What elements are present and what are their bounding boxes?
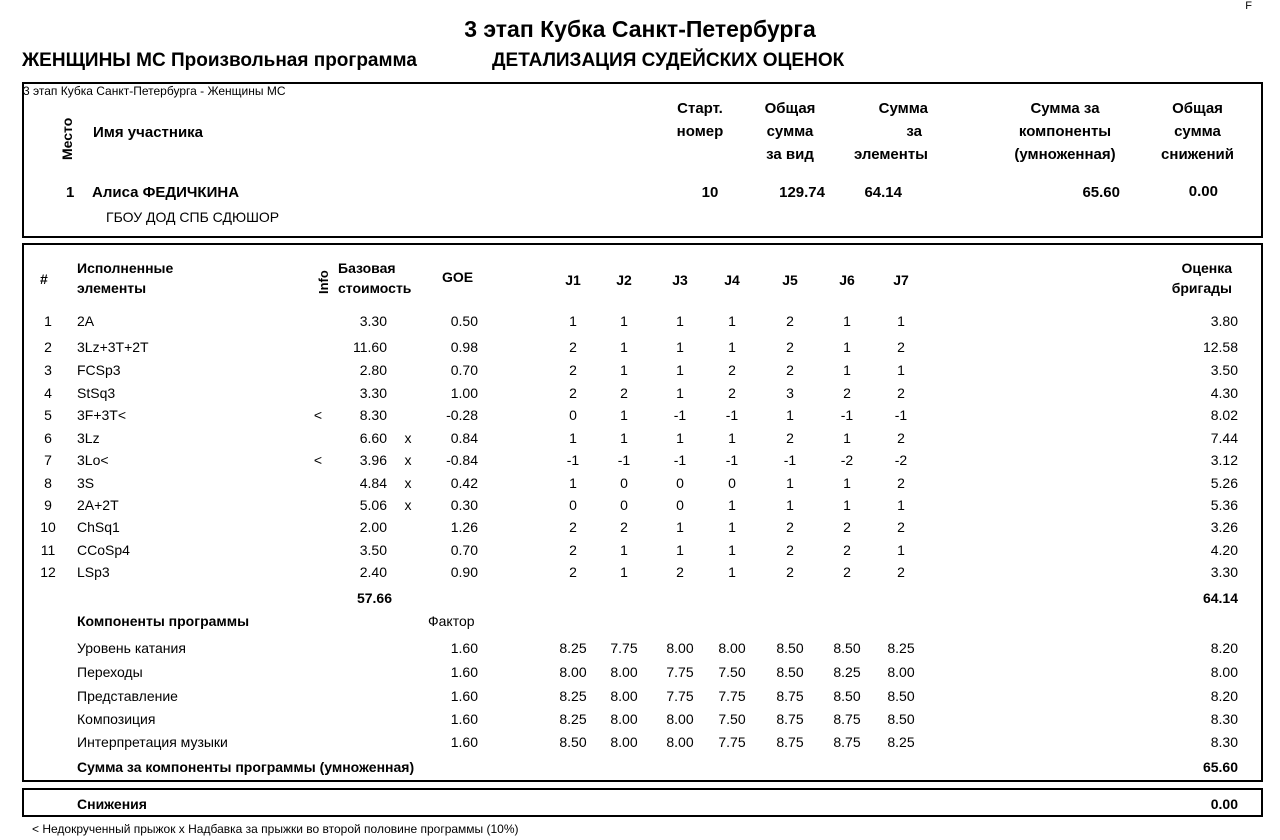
element-row-num: 9 <box>44 497 52 513</box>
element-judge-score: 2 <box>897 430 905 446</box>
element-row-num: 10 <box>40 519 56 535</box>
element-judge-score: 2 <box>843 519 851 535</box>
element-row-num: 11 <box>40 542 56 558</box>
element-panel-score: 3.26 <box>1210 519 1238 535</box>
element-judge-score: 3 <box>786 385 794 401</box>
element-judge-score: 1 <box>897 362 905 378</box>
skater-total: 129.74 <box>779 184 825 201</box>
component-factor: 1.60 <box>450 734 478 750</box>
component-panel-score: 8.30 <box>1210 711 1238 727</box>
component-panel-score: 8.00 <box>1210 664 1238 680</box>
element-judge-score: 1 <box>620 564 628 580</box>
deductions-header: Общая сумма снижений <box>1161 100 1234 163</box>
element-base-value: 11.60 <box>353 339 387 355</box>
info-header: Info <box>316 270 331 294</box>
element-row-num: 12 <box>40 564 56 580</box>
element-judge-score: 0 <box>620 475 628 491</box>
event-label: 3 этап Кубка Санкт-Петербурга - Женщины МС <box>23 84 286 98</box>
element-judge-score: 1 <box>620 313 628 329</box>
total-header: Общая сумма за вид <box>764 100 816 163</box>
component-factor: 1.60 <box>450 711 478 727</box>
element-info: < <box>313 407 323 423</box>
component-judge-score: 8.00 <box>718 640 746 656</box>
element-judge-score: 2 <box>897 475 905 491</box>
component-factor: 1.60 <box>450 688 478 704</box>
component-judge-score: 8.25 <box>833 664 861 680</box>
element-bonus-mark: x <box>404 475 412 491</box>
element-panel-score: 4.30 <box>1210 385 1238 401</box>
element-name: 2A+2T <box>77 497 119 513</box>
component-judge-score: 8.25 <box>559 711 587 727</box>
footnote: < Недокрученный прыжок x Надбавка за прыжки во второй половине программы (10%) <box>32 822 519 836</box>
element-judge-score: -1 <box>725 452 739 468</box>
component-judge-score: 8.00 <box>610 711 638 727</box>
page-title: 3 этап Кубка Санкт-Петербурга <box>464 16 816 42</box>
element-goe: 0.84 <box>450 430 478 446</box>
element-judge-score: 1 <box>897 542 905 558</box>
element-judge-score: 2 <box>569 564 577 580</box>
element-row-num: 5 <box>44 407 52 423</box>
component-judge-score: 8.50 <box>559 734 587 750</box>
component-judge-score: 8.00 <box>666 711 694 727</box>
judge-header-3: J3 <box>672 272 688 288</box>
component-panel-score: 8.20 <box>1210 688 1238 704</box>
element-judge-score: 1 <box>728 542 736 558</box>
component-factor: 1.60 <box>450 640 478 656</box>
deductions-value: 0.00 <box>1210 796 1238 812</box>
element-judge-score: 2 <box>569 542 577 558</box>
element-judge-score: 1 <box>569 313 577 329</box>
element-goe: -0.84 <box>446 452 478 468</box>
element-goe: -0.28 <box>446 407 478 423</box>
element-name: StSq3 <box>77 385 116 401</box>
component-judge-score: 7.75 <box>666 664 694 680</box>
component-judge-score: 8.50 <box>776 664 804 680</box>
element-judge-score: 2 <box>897 564 905 580</box>
element-judge-score: 2 <box>786 542 794 558</box>
element-judge-score: 1 <box>786 407 794 423</box>
element-base-value: 4.84 <box>359 475 387 491</box>
components-total-label: Сумма за компоненты программы (умноженная) <box>77 759 415 775</box>
element-panel-score: 5.26 <box>1210 475 1238 491</box>
element-judge-score: 2 <box>728 385 736 401</box>
element-panel-score: 5.36 <box>1210 497 1238 513</box>
element-judge-score: 1 <box>569 475 577 491</box>
component-judge-score: 7.75 <box>610 640 638 656</box>
element-judge-score: -2 <box>840 452 854 468</box>
element-row-num: 1 <box>44 313 52 329</box>
component-judge-score: 8.25 <box>559 688 587 704</box>
element-goe: 0.42 <box>450 475 478 491</box>
component-name: Представление <box>77 688 178 704</box>
component-judge-score: 7.50 <box>718 664 746 680</box>
base-value-total: 57.66 <box>356 590 392 606</box>
element-judge-score: 1 <box>786 497 794 513</box>
element-base-value: 8.30 <box>359 407 387 423</box>
element-goe: 0.70 <box>450 362 478 378</box>
skater-components-sum: 65.60 <box>1082 184 1120 201</box>
skater-name: Алиса ФЕДИЧКИНА <box>92 184 240 201</box>
element-judge-score: 1 <box>843 362 851 378</box>
element-judge-score: 1 <box>676 362 684 378</box>
element-goe: 0.70 <box>450 542 478 558</box>
element-judge-score: 2 <box>676 564 684 580</box>
page-code: F <box>1245 0 1252 12</box>
element-goe: 0.98 <box>450 339 478 355</box>
element-judge-score: -2 <box>894 452 908 468</box>
element-base-value: 2.00 <box>359 519 387 535</box>
element-judge-score: 2 <box>728 362 736 378</box>
component-name: Интерпретация музыки <box>77 734 228 750</box>
element-judge-score: 2 <box>786 339 794 355</box>
element-row-num: 6 <box>44 430 52 446</box>
element-panel-score: 3.12 <box>1210 452 1238 468</box>
element-name: FCSp3 <box>77 362 121 378</box>
element-row-num: 8 <box>44 475 52 491</box>
component-judge-score: 8.00 <box>610 664 638 680</box>
element-judge-score: 1 <box>728 564 736 580</box>
deductions-box <box>22 788 1263 817</box>
element-judge-score: 2 <box>843 542 851 558</box>
component-name: Переходы <box>77 664 143 680</box>
component-judge-score: 7.75 <box>666 688 694 704</box>
num-header: # <box>40 271 48 287</box>
element-judge-score: 1 <box>676 519 684 535</box>
element-judge-score: 1 <box>728 497 736 513</box>
component-judge-score: 7.75 <box>718 688 746 704</box>
name-header: Имя участника <box>93 124 204 141</box>
component-judge-score: 8.50 <box>887 711 915 727</box>
element-name: 3Lz <box>77 430 100 446</box>
deductions-label: Снижения <box>77 796 147 812</box>
start-no-header: Старт. номер <box>676 100 724 140</box>
component-factor: 1.60 <box>450 664 478 680</box>
element-judge-score: 2 <box>897 385 905 401</box>
element-judge-score: 2 <box>786 564 794 580</box>
element-bonus-mark: x <box>404 430 412 446</box>
element-judge-score: 2 <box>620 519 628 535</box>
component-judge-score: 8.00 <box>887 664 915 680</box>
element-judge-score: 2 <box>786 430 794 446</box>
element-panel-score: 8.02 <box>1210 407 1238 423</box>
base-value-header: Базовая стоимость <box>338 260 412 296</box>
element-name: CCoSp4 <box>77 542 130 558</box>
element-judge-score: -1 <box>840 407 854 423</box>
element-judge-score: 1 <box>620 542 628 558</box>
element-judge-score: 1 <box>843 475 851 491</box>
element-judge-score: -1 <box>894 407 908 423</box>
element-panel-score: 3.80 <box>1210 313 1238 329</box>
element-row-num: 4 <box>44 385 52 401</box>
component-judge-score: 8.00 <box>666 640 694 656</box>
element-panel-score: 3.30 <box>1210 564 1238 580</box>
skater-club: ГБОУ ДОД СПБ СДЮШОР <box>106 209 280 225</box>
element-panel-score: 4.20 <box>1210 542 1238 558</box>
element-base-value: 3.30 <box>359 385 387 401</box>
element-goe: 0.50 <box>450 313 478 329</box>
element-row-num: 3 <box>44 362 52 378</box>
element-judge-score: -1 <box>673 452 687 468</box>
element-goe: 1.00 <box>450 385 478 401</box>
element-name: 3Lo< <box>77 452 109 468</box>
skater-elements-sum: 64.14 <box>864 184 902 201</box>
report-title: ДЕТАЛИЗАЦИЯ СУДЕЙСКИХ ОЦЕНОК <box>492 50 845 71</box>
element-judge-score: 1 <box>569 430 577 446</box>
component-judge-score: 8.75 <box>776 734 804 750</box>
component-judge-score: 7.50 <box>718 711 746 727</box>
elements-sum-header: Сумма за элементы <box>853 100 928 163</box>
element-judge-score: 1 <box>728 430 736 446</box>
component-name: Композиция <box>77 711 156 727</box>
element-judge-score: 2 <box>569 362 577 378</box>
component-judge-score: 8.75 <box>776 688 804 704</box>
element-name: 3Lz+3T+2T <box>77 339 149 355</box>
element-judge-score: 0 <box>728 475 736 491</box>
element-judge-score: 0 <box>569 407 577 423</box>
element-base-value: 3.50 <box>359 542 387 558</box>
element-header: Исполненные элементы <box>77 260 174 296</box>
component-name: Уровень катания <box>77 640 186 656</box>
component-judge-score: 8.00 <box>559 664 587 680</box>
element-judge-score: 1 <box>843 430 851 446</box>
element-judge-score: 1 <box>620 339 628 355</box>
element-panel-score: 7.44 <box>1210 430 1238 446</box>
judge-header-7: J7 <box>893 272 909 288</box>
element-judge-score: 2 <box>786 362 794 378</box>
element-goe: 1.26 <box>450 519 478 535</box>
element-judge-score: 1 <box>897 313 905 329</box>
place-header: Место <box>59 117 75 160</box>
judge-header-2: J2 <box>616 272 632 288</box>
element-name: 3F+3T< <box>77 407 127 423</box>
component-judge-score: 7.75 <box>718 734 746 750</box>
element-judge-score: 1 <box>676 542 684 558</box>
element-judge-score: 2 <box>843 385 851 401</box>
judge-header-5: J5 <box>782 272 798 288</box>
components-sum-header: Сумма за компоненты (умноженная) <box>1014 100 1116 163</box>
element-base-value: 2.40 <box>359 564 387 580</box>
component-judge-score: 8.75 <box>833 734 861 750</box>
component-judge-score: 8.00 <box>610 734 638 750</box>
elements-score-total: 64.14 <box>1202 590 1238 606</box>
element-name: LSp3 <box>77 564 110 580</box>
element-base-value: 3.30 <box>359 313 387 329</box>
component-judge-score: 8.50 <box>887 688 915 704</box>
element-judge-score: 2 <box>897 519 905 535</box>
element-judge-score: 1 <box>843 497 851 513</box>
element-base-value: 5.06 <box>359 497 387 513</box>
component-judge-score: 8.75 <box>776 711 804 727</box>
element-goe: 0.90 <box>450 564 478 580</box>
element-judge-score: 2 <box>843 564 851 580</box>
judge-header-4: J4 <box>724 272 740 288</box>
element-judge-score: 0 <box>569 497 577 513</box>
element-judge-score: 0 <box>676 475 684 491</box>
element-base-value: 3.96 <box>359 452 387 468</box>
element-judge-score: -1 <box>566 452 580 468</box>
element-judge-score: 1 <box>676 430 684 446</box>
element-judge-score: 2 <box>897 339 905 355</box>
element-judge-score: 1 <box>676 339 684 355</box>
component-judge-score: 8.50 <box>833 688 861 704</box>
panel-score-header: Оценка бригады <box>1171 260 1232 296</box>
element-judge-score: 1 <box>620 430 628 446</box>
element-judge-score: 1 <box>676 313 684 329</box>
element-judge-score: 1 <box>843 339 851 355</box>
element-name: ChSq1 <box>77 519 120 535</box>
element-judge-score: 1 <box>620 407 628 423</box>
element-judge-score: 1 <box>676 385 684 401</box>
component-judge-score: 8.25 <box>559 640 587 656</box>
component-panel-score: 8.30 <box>1210 734 1238 750</box>
element-judge-score: 1 <box>728 313 736 329</box>
component-judge-score: 8.75 <box>833 711 861 727</box>
element-bonus-mark: x <box>404 452 412 468</box>
component-panel-score: 8.20 <box>1210 640 1238 656</box>
element-panel-score: 12.58 <box>1202 339 1238 355</box>
element-judge-score: 2 <box>569 339 577 355</box>
skater-start-no: 10 <box>701 184 719 201</box>
element-judge-score: 2 <box>569 519 577 535</box>
element-panel-score: 3.50 <box>1210 362 1238 378</box>
component-judge-score: 8.00 <box>610 688 638 704</box>
element-judge-score: 2 <box>620 385 628 401</box>
element-row-num: 2 <box>44 339 52 355</box>
element-base-value: 6.60 <box>359 430 387 446</box>
skater-deductions: 0.00 <box>1188 183 1218 200</box>
element-name: 3S <box>77 475 95 491</box>
element-base-value: 2.80 <box>359 362 387 378</box>
components-total: 65.60 <box>1202 759 1238 775</box>
element-judge-score: -1 <box>673 407 687 423</box>
element-bonus-mark: x <box>404 497 412 513</box>
element-judge-score: 1 <box>786 475 794 491</box>
element-info: < <box>313 452 323 468</box>
factor-header: Фактор <box>428 613 475 629</box>
element-goe: 0.30 <box>450 497 478 513</box>
element-judge-score: 0 <box>676 497 684 513</box>
goe-header: GOE <box>442 269 474 285</box>
skater-place: 1 <box>66 184 75 201</box>
element-judge-score: 0 <box>620 497 628 513</box>
component-judge-score: 8.00 <box>666 734 694 750</box>
element-judge-score: -1 <box>725 407 739 423</box>
element-judge-score: 2 <box>786 313 794 329</box>
component-judge-score: 8.50 <box>776 640 804 656</box>
element-judge-score: 1 <box>728 339 736 355</box>
element-judge-score: 1 <box>728 519 736 535</box>
component-judge-score: 8.25 <box>887 640 915 656</box>
judge-header-1: J1 <box>565 272 581 288</box>
component-judge-score: 8.50 <box>833 640 861 656</box>
element-row-num: 7 <box>44 452 52 468</box>
element-judge-score: 2 <box>786 519 794 535</box>
element-name: 2A <box>77 313 95 329</box>
element-judge-score: 1 <box>843 313 851 329</box>
element-judge-score: 2 <box>569 385 577 401</box>
element-judge-score: -1 <box>783 452 797 468</box>
component-judge-score: 8.25 <box>887 734 915 750</box>
category-title: ЖЕНЩИНЫ МС Произвольная программа <box>22 50 417 71</box>
components-title: Компоненты программы <box>77 613 250 629</box>
element-judge-score: 1 <box>897 497 905 513</box>
judge-header-6: J6 <box>839 272 855 288</box>
element-judge-score: -1 <box>617 452 631 468</box>
element-judge-score: 1 <box>620 362 628 378</box>
